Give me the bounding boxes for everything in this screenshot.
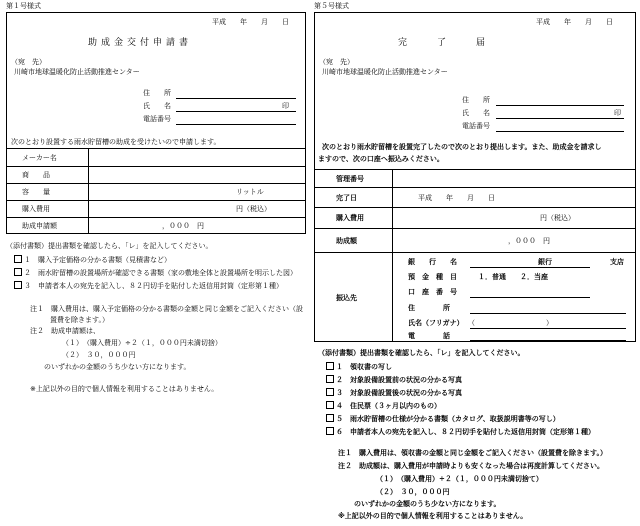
right-bank-address-field[interactable] <box>470 305 626 314</box>
right-name-field[interactable] <box>496 110 624 119</box>
right-phone-field[interactable] <box>496 123 624 132</box>
right-attach-4[interactable]: ４ 住民票（３ヶ月以内のもの） <box>326 401 441 410</box>
left-row-product-label: 商 品 <box>22 171 50 179</box>
left-seal: 印 <box>282 102 289 110</box>
left-addressee: 川崎市地球温暖化防止活動推進センター <box>14 68 140 76</box>
left-address-label: 住 所 <box>143 89 171 97</box>
right-bank-name-field[interactable] <box>470 259 590 268</box>
right-phone-label: 電話番号 <box>462 122 490 130</box>
right-form-number: 第５号様式 <box>314 2 349 10</box>
right-formula2: （２） ３０，０００円 <box>376 488 450 496</box>
left-note2: 注２ 助成申請額は、 <box>30 327 100 335</box>
right-row-cost-label: 購入費用 <box>336 214 364 222</box>
checkbox[interactable] <box>326 427 334 435</box>
right-attach-5[interactable]: ５ 雨水貯留槽の仕様が分かる書類（カタログ、取扱説明書等の写し） <box>326 414 560 423</box>
right-address-field[interactable] <box>496 97 624 106</box>
right-row-cost-value: 円（税込） <box>540 214 575 222</box>
left-date-line: 平成 年 月 日 <box>212 18 289 26</box>
left-row-cost-value: 円（税込） <box>236 205 271 213</box>
left-attach-header: （添付書類）提出書類を確認したら、「レ」を記入してください。 <box>6 242 213 250</box>
right-note-lesser: のいずれかの金額のうち少ない方になります。 <box>354 500 501 508</box>
right-bank-holder-field[interactable] <box>470 320 626 329</box>
left-attach-1[interactable]: １ 購入予定価格の分かる書類（見積書など） <box>14 255 171 264</box>
right-account-field[interactable] <box>470 289 590 298</box>
left-phone-label: 電話番号 <box>143 115 171 123</box>
right-note2: 注２ 助成額は、購入費用が申請時よりも安くなった場合は再度計算してください。 <box>338 462 604 470</box>
right-bank-name-label: 銀 行 名 <box>408 258 457 266</box>
left-row-cost-label: 購入費用 <box>22 205 50 213</box>
left-note1: 注１ 購入費用は、購入予定価格の分かる書類の金額と同じ金額をご記入ください（設 <box>30 305 303 313</box>
right-row-mgmt-label: 管理番号 <box>336 175 364 183</box>
left-form-number: 第１号様式 <box>6 2 41 10</box>
right-type-label: 預 金 種 目 <box>408 273 457 281</box>
right-type-value[interactable]: １．普通 ２．当座 <box>478 273 548 281</box>
right-intro-1: 次のとおり雨水貯留槽を設置完了したので次のとおり提出します。また、助成金を請求し <box>322 143 602 151</box>
right-addressee: 川崎市地球温暖化防止活動推進センター <box>322 68 448 76</box>
right-account-label: 口 座 番 号 <box>408 288 457 296</box>
left-title: 助成金交付申請書 <box>88 38 193 48</box>
left-formula1: （１） （購入費用）÷２（１，０００円未満切捨） <box>62 339 222 347</box>
right-seal: 印 <box>614 109 621 117</box>
right-branch-suffix: 支店 <box>610 258 624 266</box>
left-row-capacity-value: リットル <box>236 188 264 196</box>
right-intro-2: ますので、次の口座へ振込みください。 <box>318 155 444 163</box>
right-date-line: 平成 年 月 日 <box>536 18 613 26</box>
left-intro: 次のとおり設置する雨水貯留槽の助成を受けたいので申請します。 <box>11 138 221 146</box>
right-row-date-label: 完了日 <box>336 194 357 202</box>
left-note-lesser: のいずれかの金額のうち少ない方になります。 <box>44 363 191 371</box>
left-row-capacity-label: 容 量 <box>22 188 50 196</box>
right-bank-label: 振込先 <box>336 294 357 302</box>
right-row-amount-value: ，０００ 円 <box>508 237 550 245</box>
left-privacy: ※上記以外の目的で個人情報を利用することはありません。 <box>30 385 219 393</box>
right-attach-2[interactable]: ２ 対象設備設置前の状況の分かる写真 <box>326 375 462 384</box>
left-addressee-label: （宛 先） <box>11 58 46 66</box>
right-bank-phone-label: 電 話 <box>408 332 450 340</box>
right-privacy: ※上記以外の目的で個人情報を利用することはありません。 <box>338 512 528 520</box>
right-bank-phone-field[interactable] <box>470 333 626 341</box>
right-addressee-label: （宛 先） <box>319 58 354 66</box>
checkbox[interactable] <box>326 414 334 422</box>
left-attach-2[interactable]: ２ 雨水貯留槽の設置場所が確認できる書類（家の敷地全体と設置場所を明示した図） <box>14 268 297 277</box>
right-kana-open: （ <box>468 319 475 327</box>
right-attach-3[interactable]: ３ 対象設備設置後の状況の分かる写真 <box>326 388 462 397</box>
left-name-label: 氏 名 <box>143 102 171 110</box>
left-name-field[interactable] <box>176 103 296 112</box>
checkbox[interactable] <box>14 255 22 263</box>
checkbox[interactable] <box>326 401 334 409</box>
left-attach-3[interactable]: ３ 申請者本人の宛先を記入し、８２円切手を貼付した返信用封筒（定形第１種） <box>14 281 283 290</box>
right-row-amount-label: 助成額 <box>336 237 357 245</box>
right-attach-6[interactable]: ６ 申請者本人の宛先を記入し、８２円切手を貼付した返信用封筒（定形第１種） <box>326 427 595 436</box>
right-bank-address-label: 住 所 <box>408 304 450 312</box>
right-title: 完 了 届 <box>398 38 490 48</box>
right-row-date-value: 平成 年 月 日 <box>418 194 495 202</box>
checkbox[interactable] <box>326 388 334 396</box>
right-bank-suffix: 銀行 <box>538 258 552 266</box>
checkbox[interactable] <box>326 375 334 383</box>
right-address-label: 住 所 <box>462 96 490 104</box>
right-formula1: （１） （購入費用）÷２（１，０００円未満切捨て） <box>376 475 543 483</box>
right-bank-holder-label: 氏名（フリガナ） <box>408 319 464 327</box>
right-attach-header: （添付書類）提出書類を確認したら、「レ」を記入してください。 <box>318 349 525 357</box>
checkbox[interactable] <box>14 281 22 289</box>
left-note1-cont: 置費を除きます。） <box>50 316 109 324</box>
left-row-amount-value: ，０００ 円 <box>162 222 204 230</box>
right-attach-1[interactable]: １ 領収書の写し <box>326 362 392 371</box>
left-row-amount-label: 助成申請額 <box>22 222 57 230</box>
right-note1: 注１ 購入費用は、領収書の金額と同じ金額をご記入ください（設置費を除きます。） <box>338 449 607 457</box>
left-row-maker-label: メーカー名 <box>22 154 57 162</box>
right-name-label: 氏 名 <box>462 109 490 117</box>
checkbox[interactable] <box>326 362 334 370</box>
left-phone-field[interactable] <box>176 116 296 125</box>
left-address-field[interactable] <box>176 90 296 99</box>
checkbox[interactable] <box>14 268 22 276</box>
right-kana-close: ） <box>546 319 553 327</box>
left-formula2: （２） ３０，０００円 <box>62 351 136 359</box>
